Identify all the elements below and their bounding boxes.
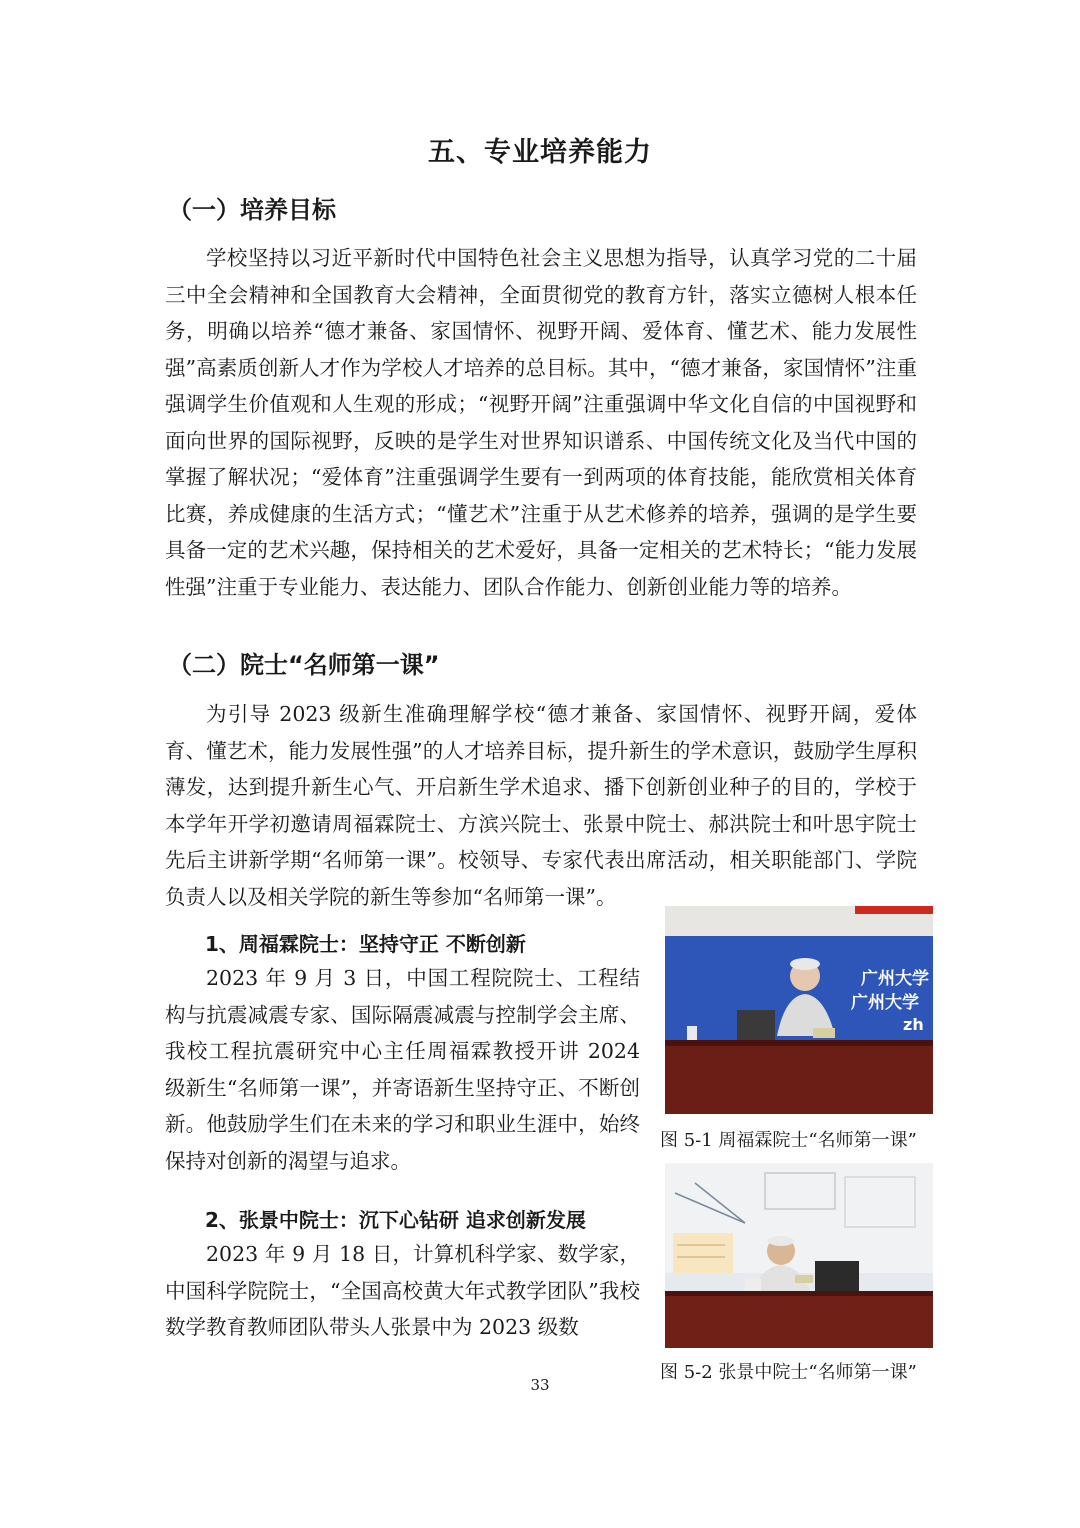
screen-text-2: 广州大学 bbox=[851, 993, 919, 1013]
screen-text-3: zh bbox=[903, 1015, 924, 1034]
subsection-title-first-lesson: （二）院士“名师第一课” bbox=[168, 651, 440, 679]
figure-photo-zhou bbox=[665, 906, 933, 1114]
section-title: 五、专业培养能力 bbox=[428, 137, 652, 168]
page-number: 33 bbox=[530, 1376, 550, 1394]
figure-caption-1: 图 5-1 周福霖院士“名师第一课” bbox=[660, 1130, 917, 1151]
first-lesson-paragraph: 为引导 2023 级新生准确理解学校“德才兼备、家国情怀、视野开阔，爱体育、懂艺术，能力发展性强”的人才培养目标，提升新生的学术意识，鼓励学生厚积薄发，达到提升新生心气、开启新生学术追求、播下创新创业种子的目的，学校于本学年开学初邀请周福霖院士、方滨兴院士、张景中院士、郝洪院士和叶思宇院士先后主讲新学期“名师第一课”。校领导、专家代表出席活动，相关职能部门、学院负责人以及相关学院的新生等参加“名师第一课”。 bbox=[165, 702, 917, 909]
item-text-zhang: 2023 年 9 月 18 日，计算机科学家、数学家，中国科学院院士，“全国高校黄大年式教学团队”我校数学教育教师团队带头人张景中为 2023 级数 bbox=[165, 1242, 640, 1339]
item-title-zhou: 1、周福霖院士：坚持守正 不断创新 bbox=[205, 932, 526, 956]
subsection-title-goals: （一）培养目标 bbox=[168, 196, 336, 224]
lecture-photo-2 bbox=[665, 1163, 933, 1348]
figure-caption-2: 图 5-2 张景中院士“名师第一课” bbox=[660, 1362, 917, 1383]
goals-paragraph: 学校坚持以习近平新时代中国特色社会主义思想为指导，认真学习党的二十届三中全会精神和全国教育大会精神，全面贯彻党的教育方针，落实立德树人根本任务，明确以培养“德才兼备、家国情怀、视野开阔、爱体育、懂艺术、能力发展性强”高素质创新人才作为学校人才培养的总目标。其中，“德才兼备，家国情怀”注重强调学生价值观和人生观的形成；“视野开阔”注重强调中华文化自信的中国视野和面向世界的国际视野，反映的是学生对世界知识谱系、中国传统文化及当代中国的掌握了解状况；“爱体育”注重强调学生要有一到两项的体育技能，能欣赏相关体育比赛，养成健康的生活方式；“懂艺术”注重于从艺术修养的培养，强调的是学生要具备一定的艺术兴趣，保持相关的艺术爱好，具备一定相关的艺术特长；“能力发展性强”注重于专业能力、表达能力、团队合作能力、创新创业能力等的培养。 bbox=[165, 246, 917, 599]
screen-text-1: 广州大学 bbox=[861, 969, 929, 989]
item-text-zhou: 2023 年 9 月 3 日，中国工程院院士、工程结构与抗震减震专家、国际隔震减震与控制学会主席、我校工程抗震研究中心主任周福霖教授开讲 2024 级新生“名师第一课”，并寄语新生坚持守正、不断创新。他鼓励学生们在未来的学习和职业生涯中，始终保持对创新的渴望与追求。 bbox=[165, 966, 640, 1173]
item-title-zhang: 2、张景中院士：沉下心钻研 追求创新发展 bbox=[205, 1208, 586, 1232]
figure-photo-zhang bbox=[665, 1163, 933, 1348]
lecture-photo-1 bbox=[665, 906, 933, 1114]
